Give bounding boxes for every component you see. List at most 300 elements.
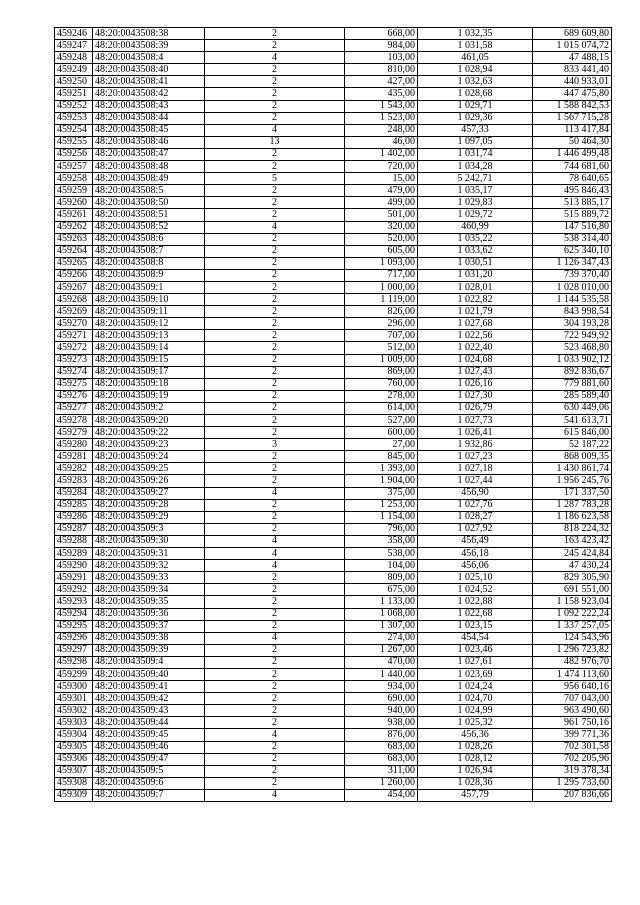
specific-value-cell: 1 022,88 bbox=[418, 596, 533, 608]
area-cell: 479,00 bbox=[345, 185, 418, 197]
area-cell: 796,00 bbox=[345, 523, 418, 535]
row-number-cell: 459262 bbox=[55, 221, 93, 233]
area-cell: 690,00 bbox=[345, 693, 418, 705]
group-code-cell: 2 bbox=[205, 354, 345, 366]
area-cell: 1 133,00 bbox=[345, 596, 418, 608]
area-cell: 427,00 bbox=[345, 76, 418, 88]
cadastral-value-cell: 1 295 733,60 bbox=[533, 777, 612, 789]
cadastral-number-cell: 48:20:0043509:41 bbox=[93, 681, 205, 693]
group-code-cell: 2 bbox=[205, 596, 345, 608]
cadastral-number-cell: 48:20:0043509:33 bbox=[93, 572, 205, 584]
cadastral-value-cell: 702 205,96 bbox=[533, 753, 612, 765]
cadastral-value-cell: 50 464,30 bbox=[533, 136, 612, 148]
area-cell: 1 093,00 bbox=[345, 257, 418, 269]
area-cell: 375,00 bbox=[345, 487, 418, 499]
row-number-cell: 459306 bbox=[55, 753, 93, 765]
cadastral-number-cell: 48:20:0043509:18 bbox=[93, 378, 205, 390]
specific-value-cell: 1 025,10 bbox=[418, 572, 533, 584]
table-row bbox=[55, 76, 612, 88]
cadastral-value-cell: 1 092 222,24 bbox=[533, 608, 612, 620]
cadastral-number-cell: 48:20:0043509:13 bbox=[93, 330, 205, 342]
table-row bbox=[55, 294, 612, 306]
row-number-cell: 459304 bbox=[55, 729, 93, 741]
group-code-cell: 2 bbox=[205, 306, 345, 318]
group-code-cell: 2 bbox=[205, 705, 345, 717]
table-row bbox=[55, 221, 612, 233]
area-cell: 1 000,00 bbox=[345, 281, 418, 293]
group-code-cell: 2 bbox=[205, 511, 345, 523]
group-code-cell: 2 bbox=[205, 427, 345, 439]
group-code-cell: 2 bbox=[205, 64, 345, 76]
cadastral-value-cell: 739 370,40 bbox=[533, 269, 612, 281]
row-number-cell: 459253 bbox=[55, 112, 93, 124]
row-number-cell: 459301 bbox=[55, 693, 93, 705]
area-cell: 614,00 bbox=[345, 402, 418, 414]
area-cell: 683,00 bbox=[345, 741, 418, 753]
area-cell: 1 523,00 bbox=[345, 112, 418, 124]
area-cell: 274,00 bbox=[345, 632, 418, 644]
group-code-cell: 5 bbox=[205, 173, 345, 185]
row-number-cell: 459246 bbox=[55, 28, 93, 40]
table-row bbox=[55, 415, 612, 427]
cadastral-number-cell: 48:20:0043508:4 bbox=[93, 52, 205, 64]
table-row bbox=[55, 548, 612, 560]
area-cell: 27,00 bbox=[345, 439, 418, 451]
table-row bbox=[55, 233, 612, 245]
area-cell: 707,00 bbox=[345, 330, 418, 342]
specific-value-cell: 1 032,35 bbox=[418, 28, 533, 40]
specific-value-cell: 1 026,94 bbox=[418, 765, 533, 777]
specific-value-cell: 456,36 bbox=[418, 729, 533, 741]
table-row bbox=[55, 620, 612, 632]
group-code-cell: 2 bbox=[205, 185, 345, 197]
group-code-cell: 13 bbox=[205, 136, 345, 148]
specific-value-cell: 457,33 bbox=[418, 124, 533, 136]
specific-value-cell: 456,90 bbox=[418, 487, 533, 499]
area-cell: 103,00 bbox=[345, 52, 418, 64]
area-cell: 1 307,00 bbox=[345, 620, 418, 632]
cadastral-number-cell: 48:20:0043509:3 bbox=[93, 523, 205, 535]
area-cell: 1 904,00 bbox=[345, 475, 418, 487]
cadastral-number-cell: 48:20:0043508:52 bbox=[93, 221, 205, 233]
area-cell: 501,00 bbox=[345, 209, 418, 221]
specific-value-cell: 1 022,82 bbox=[418, 294, 533, 306]
cadastral-number-cell: 48:20:0043508:51 bbox=[93, 209, 205, 221]
area-cell: 1 267,00 bbox=[345, 644, 418, 656]
cadastral-number-cell: 48:20:0043509:31 bbox=[93, 548, 205, 560]
cadastral-value-cell: 482 976,70 bbox=[533, 656, 612, 668]
cadastral-value-cell: 538 314,40 bbox=[533, 233, 612, 245]
group-code-cell: 2 bbox=[205, 390, 345, 402]
row-number-cell: 459274 bbox=[55, 366, 93, 378]
row-number-cell: 459275 bbox=[55, 378, 93, 390]
cadastral-value-cell: 1 296 723,82 bbox=[533, 644, 612, 656]
specific-value-cell: 1 029,36 bbox=[418, 112, 533, 124]
row-number-cell: 459263 bbox=[55, 233, 93, 245]
specific-value-cell: 1 035,22 bbox=[418, 233, 533, 245]
area-cell: 296,00 bbox=[345, 318, 418, 330]
table-row bbox=[55, 378, 612, 390]
cadastral-number-cell: 48:20:0043508:40 bbox=[93, 64, 205, 76]
specific-value-cell: 1 027,68 bbox=[418, 318, 533, 330]
row-number-cell: 459294 bbox=[55, 608, 93, 620]
area-cell: 1 068,00 bbox=[345, 608, 418, 620]
specific-value-cell: 1 025,32 bbox=[418, 717, 533, 729]
group-code-cell: 4 bbox=[205, 487, 345, 499]
table-row bbox=[55, 330, 612, 342]
cadastral-value-cell: 956 640,16 bbox=[533, 681, 612, 693]
row-number-cell: 459273 bbox=[55, 354, 93, 366]
specific-value-cell: 1 023,15 bbox=[418, 620, 533, 632]
row-number-cell: 459281 bbox=[55, 451, 93, 463]
row-number-cell: 459260 bbox=[55, 197, 93, 209]
cadastral-number-cell: 48:20:0043509:22 bbox=[93, 427, 205, 439]
group-code-cell: 2 bbox=[205, 40, 345, 52]
table-row bbox=[55, 173, 612, 185]
group-code-cell: 2 bbox=[205, 342, 345, 354]
row-number-cell: 459305 bbox=[55, 741, 93, 753]
area-cell: 938,00 bbox=[345, 717, 418, 729]
cadastral-number-cell: 48:20:0043509:23 bbox=[93, 439, 205, 451]
row-number-cell: 459261 bbox=[55, 209, 93, 221]
cadastral-number-cell: 48:20:0043509:14 bbox=[93, 342, 205, 354]
cadastral-number-cell: 48:20:0043509:35 bbox=[93, 596, 205, 608]
cadastral-number-cell: 48:20:0043509:17 bbox=[93, 366, 205, 378]
area-cell: 1 009,00 bbox=[345, 354, 418, 366]
cadastral-number-cell: 48:20:0043509:32 bbox=[93, 560, 205, 572]
table-row bbox=[55, 535, 612, 547]
row-number-cell: 459276 bbox=[55, 390, 93, 402]
specific-value-cell: 1 021,79 bbox=[418, 306, 533, 318]
area-cell: 810,00 bbox=[345, 64, 418, 76]
area-cell: 1 440,00 bbox=[345, 668, 418, 680]
row-number-cell: 459267 bbox=[55, 281, 93, 293]
cadastral-value-cell: 1 015 074,72 bbox=[533, 40, 612, 52]
row-number-cell: 459250 bbox=[55, 76, 93, 88]
cadastral-number-cell: 48:20:0043509:26 bbox=[93, 475, 205, 487]
specific-value-cell: 1 035,17 bbox=[418, 185, 533, 197]
cadastral-number-cell: 48:20:0043509:38 bbox=[93, 632, 205, 644]
cadastral-value-cell: 78 640,65 bbox=[533, 173, 612, 185]
table-row bbox=[55, 475, 612, 487]
table-row bbox=[55, 439, 612, 451]
row-number-cell: 459282 bbox=[55, 463, 93, 475]
row-number-cell: 459270 bbox=[55, 318, 93, 330]
cadastral-value-cell: 171 337,50 bbox=[533, 487, 612, 499]
table-row bbox=[55, 306, 612, 318]
cadastral-number-cell: 48:20:0043509:43 bbox=[93, 705, 205, 717]
cadastral-value-cell: 744 681,60 bbox=[533, 161, 612, 173]
table-row bbox=[55, 281, 612, 293]
group-code-cell: 2 bbox=[205, 76, 345, 88]
cadastral-number-cell: 48:20:0043508:5 bbox=[93, 185, 205, 197]
cadastral-value-cell: 702 301,58 bbox=[533, 741, 612, 753]
specific-value-cell: 1 028,68 bbox=[418, 88, 533, 100]
specific-value-cell: 1 029,83 bbox=[418, 197, 533, 209]
area-cell: 826,00 bbox=[345, 306, 418, 318]
cadastral-value-cell: 495 846,43 bbox=[533, 185, 612, 197]
cadastral-number-cell: 48:20:0043508:46 bbox=[93, 136, 205, 148]
cadastral-value-cell: 722 949,92 bbox=[533, 330, 612, 342]
cadastral-number-cell: 48:20:0043509:29 bbox=[93, 511, 205, 523]
cadastral-number-cell: 48:20:0043509:11 bbox=[93, 306, 205, 318]
cadastral-number-cell: 48:20:0043509:34 bbox=[93, 584, 205, 596]
specific-value-cell: 1 932,86 bbox=[418, 439, 533, 451]
specific-value-cell: 1 034,28 bbox=[418, 161, 533, 173]
cadastral-value-cell: 124 543,96 bbox=[533, 632, 612, 644]
cadastral-number-cell: 48:20:0043508:38 bbox=[93, 28, 205, 40]
cadastral-value-cell: 1 430 861,74 bbox=[533, 463, 612, 475]
cadastral-number-cell: 48:20:0043508:9 bbox=[93, 269, 205, 281]
specific-value-cell: 1 027,23 bbox=[418, 451, 533, 463]
cadastral-number-cell: 48:20:0043509:45 bbox=[93, 729, 205, 741]
area-cell: 512,00 bbox=[345, 342, 418, 354]
cadastral-value-cell: 829 305,90 bbox=[533, 572, 612, 584]
specific-value-cell: 1 097,05 bbox=[418, 136, 533, 148]
specific-value-cell: 1 026,79 bbox=[418, 402, 533, 414]
cadastral-value-cell: 447 475,80 bbox=[533, 88, 612, 100]
specific-value-cell: 1 031,20 bbox=[418, 269, 533, 281]
specific-value-cell: 1 027,76 bbox=[418, 499, 533, 511]
table-body bbox=[55, 28, 612, 802]
row-number-cell: 459290 bbox=[55, 560, 93, 572]
group-code-cell: 2 bbox=[205, 644, 345, 656]
cadastral-value-cell: 1 446 499,48 bbox=[533, 148, 612, 160]
cadastral-value-cell: 285 589,40 bbox=[533, 390, 612, 402]
table-row bbox=[55, 342, 612, 354]
row-number-cell: 459272 bbox=[55, 342, 93, 354]
row-number-cell: 459297 bbox=[55, 644, 93, 656]
group-code-cell: 2 bbox=[205, 717, 345, 729]
specific-value-cell: 457,79 bbox=[418, 789, 533, 801]
table-row bbox=[55, 28, 612, 40]
cadastral-number-cell: 48:20:0043509:20 bbox=[93, 415, 205, 427]
table-row bbox=[55, 717, 612, 729]
cadastral-value-cell: 691 551,00 bbox=[533, 584, 612, 596]
area-cell: 717,00 bbox=[345, 269, 418, 281]
row-number-cell: 459251 bbox=[55, 88, 93, 100]
cadastral-value-cell: 892 836,67 bbox=[533, 366, 612, 378]
cadastral-value-cell: 515 889,72 bbox=[533, 209, 612, 221]
area-cell: 1 119,00 bbox=[345, 294, 418, 306]
group-code-cell: 2 bbox=[205, 584, 345, 596]
row-number-cell: 459257 bbox=[55, 161, 93, 173]
row-number-cell: 459280 bbox=[55, 439, 93, 451]
cadastral-value-cell: 833 441,40 bbox=[533, 64, 612, 76]
cadastral-number-cell: 48:20:0043509:40 bbox=[93, 668, 205, 680]
cadastral-value-cell: 1 144 535,58 bbox=[533, 294, 612, 306]
cadastral-value-cell: 440 933,01 bbox=[533, 76, 612, 88]
group-code-cell: 2 bbox=[205, 281, 345, 293]
row-number-cell: 459247 bbox=[55, 40, 93, 52]
area-cell: 15,00 bbox=[345, 173, 418, 185]
table-row bbox=[55, 765, 612, 777]
cadastral-value-cell: 319 378,34 bbox=[533, 765, 612, 777]
group-code-cell: 2 bbox=[205, 463, 345, 475]
table-row bbox=[55, 777, 612, 789]
group-code-cell: 2 bbox=[205, 656, 345, 668]
cadastral-value-cell: 1 474 113,60 bbox=[533, 668, 612, 680]
table-row bbox=[55, 245, 612, 257]
cadastral-number-cell: 48:20:0043509:28 bbox=[93, 499, 205, 511]
table-row bbox=[55, 693, 612, 705]
cadastral-value-cell: 163 423,42 bbox=[533, 535, 612, 547]
cadastral-number-cell: 48:20:0043509:25 bbox=[93, 463, 205, 475]
cadastral-value-cell: 523 468,80 bbox=[533, 342, 612, 354]
group-code-cell: 2 bbox=[205, 668, 345, 680]
specific-value-cell: 1 024,24 bbox=[418, 681, 533, 693]
group-code-cell: 2 bbox=[205, 257, 345, 269]
area-cell: 358,00 bbox=[345, 535, 418, 547]
table-row bbox=[55, 185, 612, 197]
cadastral-value-cell: 113 417,84 bbox=[533, 124, 612, 136]
area-cell: 845,00 bbox=[345, 451, 418, 463]
cadastral-value-cell: 615 846,00 bbox=[533, 427, 612, 439]
specific-value-cell: 5 242,71 bbox=[418, 173, 533, 185]
cadastral-number-cell: 48:20:0043508:6 bbox=[93, 233, 205, 245]
row-number-cell: 459298 bbox=[55, 656, 93, 668]
row-number-cell: 459271 bbox=[55, 330, 93, 342]
specific-value-cell: 1 027,73 bbox=[418, 415, 533, 427]
cadastral-number-cell: 48:20:0043509:5 bbox=[93, 765, 205, 777]
table-row bbox=[55, 705, 612, 717]
specific-value-cell: 1 028,27 bbox=[418, 511, 533, 523]
cadastral-value-cell: 541 613,71 bbox=[533, 415, 612, 427]
cadastral-value-cell: 1 567 715,28 bbox=[533, 112, 612, 124]
table-row bbox=[55, 318, 612, 330]
specific-value-cell: 1 027,44 bbox=[418, 475, 533, 487]
area-cell: 668,00 bbox=[345, 28, 418, 40]
cadastral-value-cell: 1 033 902,12 bbox=[533, 354, 612, 366]
table-row bbox=[55, 40, 612, 52]
table-row bbox=[55, 88, 612, 100]
group-code-cell: 2 bbox=[205, 693, 345, 705]
cadastral-number-cell: 48:20:0043509:4 bbox=[93, 656, 205, 668]
row-number-cell: 459303 bbox=[55, 717, 93, 729]
cadastral-value-cell: 625 340,10 bbox=[533, 245, 612, 257]
table-row bbox=[55, 596, 612, 608]
table-row bbox=[55, 681, 612, 693]
area-cell: 760,00 bbox=[345, 378, 418, 390]
cadastral-value-cell: 1 028 010,00 bbox=[533, 281, 612, 293]
group-code-cell: 2 bbox=[205, 572, 345, 584]
cadastral-value-cell: 1 337 257,05 bbox=[533, 620, 612, 632]
group-code-cell: 2 bbox=[205, 148, 345, 160]
cadastral-value-cell: 868 009,35 bbox=[533, 451, 612, 463]
cadastral-number-cell: 48:20:0043509:19 bbox=[93, 390, 205, 402]
group-code-cell: 2 bbox=[205, 197, 345, 209]
specific-value-cell: 1 028,36 bbox=[418, 777, 533, 789]
cadastral-number-cell: 48:20:0043509:24 bbox=[93, 451, 205, 463]
group-code-cell: 2 bbox=[205, 765, 345, 777]
table-row bbox=[55, 608, 612, 620]
group-code-cell: 4 bbox=[205, 789, 345, 801]
group-code-cell: 4 bbox=[205, 548, 345, 560]
specific-value-cell: 1 024,52 bbox=[418, 584, 533, 596]
group-code-cell: 4 bbox=[205, 632, 345, 644]
cadastral-value-cell: 207 836,66 bbox=[533, 789, 612, 801]
specific-value-cell: 1 027,43 bbox=[418, 366, 533, 378]
cadastral-number-cell: 48:20:0043509:27 bbox=[93, 487, 205, 499]
table-row bbox=[55, 632, 612, 644]
cadastral-value-cell: 245 424,84 bbox=[533, 548, 612, 560]
specific-value-cell: 1 027,30 bbox=[418, 390, 533, 402]
specific-value-cell: 456,18 bbox=[418, 548, 533, 560]
table-row bbox=[55, 572, 612, 584]
group-code-cell: 2 bbox=[205, 620, 345, 632]
specific-value-cell: 461,05 bbox=[418, 52, 533, 64]
specific-value-cell: 1 029,71 bbox=[418, 100, 533, 112]
row-number-cell: 459285 bbox=[55, 499, 93, 511]
cadastral-number-cell: 48:20:0043508:41 bbox=[93, 76, 205, 88]
cadastral-number-cell: 48:20:0043508:44 bbox=[93, 112, 205, 124]
table-row bbox=[55, 753, 612, 765]
row-number-cell: 459308 bbox=[55, 777, 93, 789]
specific-value-cell: 1 032,63 bbox=[418, 76, 533, 88]
specific-value-cell: 1 023,46 bbox=[418, 644, 533, 656]
table-row bbox=[55, 148, 612, 160]
specific-value-cell: 1 024,68 bbox=[418, 354, 533, 366]
row-number-cell: 459291 bbox=[55, 572, 93, 584]
group-code-cell: 2 bbox=[205, 233, 345, 245]
area-cell: 876,00 bbox=[345, 729, 418, 741]
area-cell: 278,00 bbox=[345, 390, 418, 402]
table-row bbox=[55, 124, 612, 136]
row-number-cell: 459277 bbox=[55, 402, 93, 414]
group-code-cell: 2 bbox=[205, 318, 345, 330]
group-code-cell: 2 bbox=[205, 499, 345, 511]
cadastral-number-cell: 48:20:0043509:42 bbox=[93, 693, 205, 705]
specific-value-cell: 1 022,40 bbox=[418, 342, 533, 354]
group-code-cell: 4 bbox=[205, 729, 345, 741]
table-row bbox=[55, 209, 612, 221]
group-code-cell: 2 bbox=[205, 112, 345, 124]
specific-value-cell: 460,99 bbox=[418, 221, 533, 233]
specific-value-cell: 1 027,18 bbox=[418, 463, 533, 475]
table-row bbox=[55, 52, 612, 64]
table-row bbox=[55, 729, 612, 741]
group-code-cell: 3 bbox=[205, 439, 345, 451]
area-cell: 869,00 bbox=[345, 366, 418, 378]
row-number-cell: 459264 bbox=[55, 245, 93, 257]
table-row bbox=[55, 197, 612, 209]
table-row bbox=[55, 64, 612, 76]
cadastral-number-cell: 48:20:0043508:42 bbox=[93, 88, 205, 100]
table-row bbox=[55, 668, 612, 680]
cadastral-number-cell: 48:20:0043509:44 bbox=[93, 717, 205, 729]
group-code-cell: 2 bbox=[205, 294, 345, 306]
cadastral-number-cell: 48:20:0043509:10 bbox=[93, 294, 205, 306]
row-number-cell: 459287 bbox=[55, 523, 93, 535]
group-code-cell: 2 bbox=[205, 475, 345, 487]
table-row bbox=[55, 100, 612, 112]
group-code-cell: 2 bbox=[205, 681, 345, 693]
cadastral-value-cell: 818 224,32 bbox=[533, 523, 612, 535]
cadastral-number-cell: 48:20:0043508:45 bbox=[93, 124, 205, 136]
specific-value-cell: 1 031,74 bbox=[418, 148, 533, 160]
group-code-cell: 2 bbox=[205, 269, 345, 281]
cadastral-value-cell: 1 956 245,76 bbox=[533, 475, 612, 487]
cadastral-number-cell: 48:20:0043508:7 bbox=[93, 245, 205, 257]
area-cell: 538,00 bbox=[345, 548, 418, 560]
table-row bbox=[55, 112, 612, 124]
table-row bbox=[55, 390, 612, 402]
cadastral-value-cell: 707 043,00 bbox=[533, 693, 612, 705]
specific-value-cell: 1 028,94 bbox=[418, 64, 533, 76]
cadastral-number-cell: 48:20:0043509:2 bbox=[93, 402, 205, 414]
cadastral-number-cell: 48:20:0043509:1 bbox=[93, 281, 205, 293]
group-code-cell: 2 bbox=[205, 88, 345, 100]
